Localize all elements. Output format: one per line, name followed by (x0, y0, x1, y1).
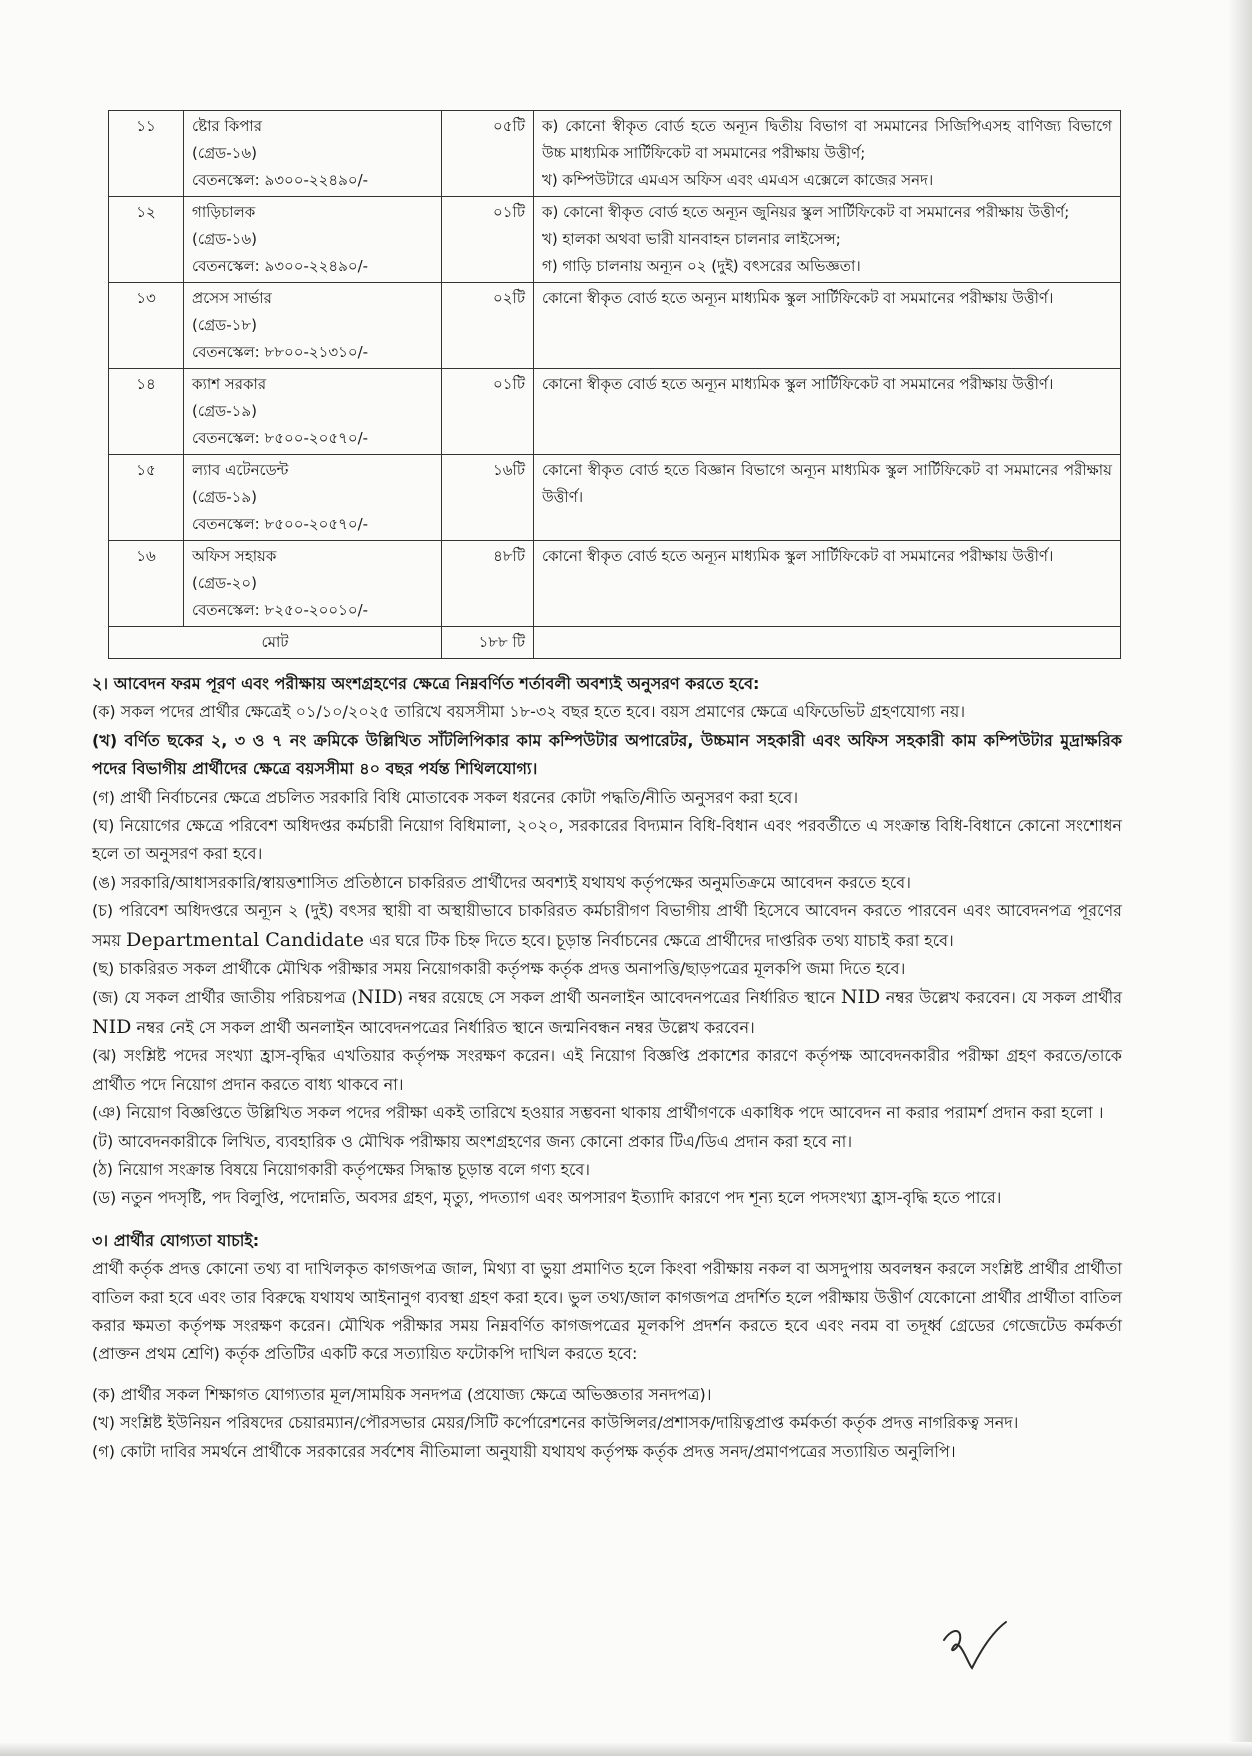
post-cell (184, 369, 442, 455)
clause-nio: (ঞ) নিয়োগ বিজ্ঞপ্তিতে উল্লিখিত সকল পদের পরীক্ষা একই তারিখে হওয়ার সম্ভবনা থাকায় প্রার্থীগণকে একাধিক পদে আবেদন না করার পরামর্শ প্রদান করা হলো । (92, 1103, 1104, 1123)
post-count: ৪৮টি (442, 541, 534, 627)
clause-cha-text: (চ) পরিবেশ অধিদপ্তরে অন্যূন ২ (দুই) বৎসর স্থায়ী বা অস্থায়ীভাবে চাকরিরত কর্মচারীগণ বিভাগীয় প্রার্থী হিসেবে আবেদন করতে পারবেন এবং আবেদনপত্র পূরণের সময় (92, 901, 1122, 950)
scan-shadow-bottom (0, 1742, 1252, 1756)
post-grade: (গ্রেড-১৯) (192, 402, 257, 420)
pay-scale: বেতনস্কেল: ৯৩০০-২২৪৯০/- (192, 171, 369, 189)
table-row (109, 197, 1121, 283)
row-number: ১১ (109, 111, 184, 197)
post-cell (184, 455, 442, 541)
nid-term: NID (92, 1015, 132, 1038)
clause-chha: (ছ) চাকরিরত সকল প্রার্থীকে মৌখিক পরীক্ষার সময় নিয়োগকারী কর্তৃপক্ষ কর্তৃক প্রদত্ত অনাপত্তি/ছাড়পত্রের মূলকপি জমা দিতে হবে। (92, 959, 906, 979)
post-name: ক্যাশ সরকার (192, 375, 267, 393)
pay-scale: বেতনস্কেল: ৮৫০০-২০৫৭০/- (192, 429, 369, 447)
section-3-heading: ৩। প্রার্থীর যোগ্যতা যাচাই: (92, 1230, 260, 1250)
clause-ja-text: (জ) যে সকল প্রার্থীর জাতীয় পরিচয়পত্র ( (92, 988, 358, 1008)
qualification-cell (534, 369, 1121, 455)
total-label: মোট (109, 627, 442, 659)
pay-scale: বেতনস্কেল: ৮৮০০-২১৩১০/- (192, 343, 369, 361)
section-3-body: প্রার্থী কর্তৃক প্রদত্ত কোনো তথ্য বা দাখিলকৃত কাগজপত্র জাল, মিথ্যা বা ভুয়া প্রমাণিত হলে কিংবা পরীক্ষায় নকল বা অসদুপায় অবলম্বন করলে সংশ্লিষ্ট প্রার্থীর প্রার্থীতা বাতিল করা হবে এবং তার বিরুদ্ধে যথাযথ আইনানুগ ব্যবস্থা গ্রহণ করা হবে। ভুল তথ্য/জাল কাগজপত্র প্রদর্শিত হলে পরীক্ষায় উত্তীর্ণ যেকোনো প্রার্থীর প্রার্থীতা বাতিল করার ক্ষমতা কর্তৃপক্ষ সংরক্ষণ করেন। মৌখিক পরীক্ষার সময় নিম্নবর্ণিত কাগজপত্রের মূলকপি প্রদর্শন করতে হবে এবং নবম বা তদূর্ধ্ব গ্রেডের গেজেটেড কর্মকর্তা (প্রাক্তন প্রথম শ্রেণি) কর্তৃক প্রতিটির একটি করে সত্যায়িত ফটোকপি দাখিল করতে হবে: (92, 1259, 1122, 1364)
post-count: ১৬টি (442, 455, 534, 541)
table-row (109, 283, 1121, 369)
clause-jha: (ঝ) সংশ্লিষ্ট পদের সংখ্যা হ্রাস-বৃদ্ধির এখতিয়ার কর্তৃপক্ষ সংরক্ষণ করেন। এই নিয়োগ বিজ্ঞপ্তি প্রকাশের কারণে কর্তৃপক্ষ আবেদনকারীর পরীক্ষা গ্রহণ করতে/তাকে প্রার্থীত পদে নিয়োগ প্রদান করতে বাধ্য থাকবে না। (92, 1046, 1122, 1094)
total-count: ১৮৮ টি (442, 627, 534, 659)
pay-scale: বেতনস্কেল: ৯৩০০-২২৪৯০/- (192, 257, 369, 275)
posts-table (108, 110, 1121, 659)
clause-cha-text-end: এর ঘরে টিক চিহ্ন দিতে হবে। চূড়ান্ত নির্বাচনের ক্ষেত্রে প্রার্থীদের দাপ্তরিক তথ্য যাচাই করা হবে। (369, 930, 954, 950)
qualification-line: ক) কোনো স্বীকৃত বোর্ড হতে অন্যূন জুনিয়র স্কুল সার্টিফিকেট বা সমমানের পরীক্ষায় উত্তীর্ণ; (542, 203, 1070, 221)
qualification-line: গ) গাড়ি চালনায় অন্যূন ০২ (দুই) বৎসরের অভিজ্ঞতা। (542, 257, 861, 275)
total-row (109, 627, 1121, 659)
pay-scale: বেতনস্কেল: ৮২৫০-২০০১০/- (192, 601, 369, 619)
qualification-cell (534, 541, 1121, 627)
qualification-line: কোনো স্বীকৃত বোর্ড হতে অন্যূন মাধ্যমিক স্কুল সার্টিফিকেট বা সমমানের পরীক্ষায় উত্তীর্ণ। (542, 375, 1054, 393)
pay-scale: বেতনস্কেল: ৮৫০০-২০৫৭০/- (192, 515, 369, 533)
qualification-cell (534, 197, 1121, 283)
section-2-heading: ২। আবেদন ফরম পূরণ এবং পরীক্ষায় অংশগ্রহণের ক্ষেত্রে নিম্নবর্ণিত শর্তাবলী অবশ্যই অনুসরণ করতে হবে: (92, 674, 760, 693)
clause-ja (92, 983, 1122, 1042)
clause-ja-text: নম্বর উল্লেখ করবেন। যে সকল প্রার্থীর (885, 988, 1123, 1008)
post-grade: (গ্রেড-১৯) (192, 488, 257, 506)
post-grade: (গ্রেড-১৮) (192, 316, 257, 334)
row-number: ১৬ (109, 541, 184, 627)
handwritten-signature-icon (936, 1610, 1016, 1680)
clause-da: (ড) নতুন পদসৃষ্টি, পদ বিলুপ্তি, পদোন্নতি, অবসর গ্রহণ, মৃত্যু, পদত্যাগ এবং অপসারণ ইত্যাদি কারণে পদ শূন্য হলে পদসংখ্যা হ্রাস-বৃদ্ধি হতে পারে। (92, 1188, 1002, 1208)
post-cell (184, 541, 442, 627)
post-count: ০৫টি (442, 111, 534, 197)
row-number: ১৫ (109, 455, 184, 541)
qualification-line: কোনো স্বীকৃত বোর্ড হতে অন্যূন মাধ্যমিক স্কুল সার্টিফিকেট বা সমমানের পরীক্ষায় উত্তীর্ণ। (542, 547, 1054, 565)
row-number: ১৩ (109, 283, 184, 369)
qualification-line: কোনো স্বীকৃত বোর্ড হতে অন্যূন মাধ্যমিক স্কুল সার্টিফিকেট বা সমমানের পরীক্ষায় উত্তীর্ণ। (542, 289, 1054, 307)
post-name: ষ্টোর কিপার (192, 117, 263, 135)
clause-kha: (খ) বর্ণিত ছকের ২, ৩ ও ৭ নং ক্রমিকে উল্লিখিত সাঁটলিপিকার কাম কম্পিউটার অপারেটর, উচ্চমান সহকারী এবং অফিস সহকারী কাম কম্পিউটার মুদ্রাক্ষরিক পদের বিভাগীয় প্রার্থীদের ক্ষেত্রে বয়সসীমা ৪০ বছর পর্যন্ত শিথিলযোগ্য। (92, 730, 1122, 779)
table-row (109, 111, 1121, 197)
post-name: ল্যাব এটেনডেন্ট (192, 461, 289, 479)
clause-ja-text: ) নম্বর রয়েছে সে সকল প্রার্থী অনলাইন আবেদনপত্রের নির্ধারিত স্থানে (396, 988, 836, 1008)
qualification-line: কোনো স্বীকৃত বোর্ড হতে বিজ্ঞান বিভাগে অন্যূন মাধ্যমিক স্কুল সার্টিফিকেট বা সমমানের পরীক্ষায় উত্তীর্ণ। (542, 461, 1112, 506)
nid-term: NID (840, 986, 881, 1009)
clause-cha (92, 897, 1122, 955)
post-name: প্রসেস সার্ভার (192, 289, 272, 307)
post-count: ০১টি (442, 197, 534, 283)
post-name: অফিস সহায়ক (192, 547, 277, 565)
table-row (109, 369, 1121, 455)
table-row (109, 541, 1121, 627)
qualification-line: খ) কম্পিউটারে এমএস অফিস এবং এমএস এক্সেলে কাজের সনদ। (542, 171, 934, 189)
post-name: গাড়িচালক (192, 203, 256, 221)
departmental-candidate-term: Departmental Candidate (125, 928, 364, 951)
clause-umo: (ঙ) সরকারি/আধাসরকারি/স্বায়ত্তশাসিত প্রতিষ্ঠানে চাকরিরত প্রার্থীদের অবশ্যই যথাযথ কর্তৃপক্ষের অনুমতিক্রমে আবেদন করতে হবে। (92, 872, 911, 892)
total-empty-cell (534, 627, 1121, 659)
qualification-line: খ) হালকা অথবা ভারী যানবাহন চালনার লাইসেন্স; (542, 230, 841, 248)
qualification-cell (534, 455, 1121, 541)
table-row (109, 455, 1121, 541)
post-cell (184, 283, 442, 369)
post-grade: (গ্রেড-২০) (192, 574, 257, 592)
post-count: ০১টি (442, 369, 534, 455)
clause-ta: (ট) আবেদনকারীকে লিখিত, ব্যবহারিক ও মৌখিক পরীক্ষায় অংশগ্রহণের জন্য কোনো প্রকার টিএ/ডিএ প্রদান করা হবে না। (92, 1131, 853, 1151)
post-grade: (গ্রেড-১৬) (192, 144, 257, 162)
document-item-ka: (ক) প্রার্থীর সকল শিক্ষাগত যোগ্যতার মূল/সাময়িক সনদপত্র (প্রযোজ্য ক্ষেত্রে অভিজ্ঞতার সনদপত্র)। (92, 1384, 712, 1404)
post-cell (184, 111, 442, 197)
clause-ga: (গ) প্রার্থী নির্বাচনের ক্ষেত্রে প্রচলিত সরকারি বিধি মোতাবেক সকল ধরনের কোটা পদ্ধতি/নীতি অনুসরণ করা হবে। (92, 787, 799, 807)
clause-gha: (ঘ) নিয়োগের ক্ষেত্রে পরিবেশ অধিদপ্তর কর্মচারী নিয়োগ বিধিমালা, ২০২০, সরকারের বিদ্যমান বিধি-বিধান এবং পরবর্তীতে এ সংক্রান্ত বিধি-বিধানে কোনো সংশোধন হলে তা অনুসরণ করা হবে। (92, 816, 1122, 864)
post-cell (184, 197, 442, 283)
post-count: ০২টি (442, 283, 534, 369)
document-item-kha: (খ) সংশ্লিষ্ট ইউনিয়ন পরিষদের চেয়ারম্যান/পৌরসভার মেয়র/সিটি কর্পোরেশনের কাউন্সিলর/প্রশাসক/দায়িত্বপ্রাপ্ত কর্মকর্তা কর্তৃক প্রদত্ত নাগরিকত্ব সনদ। (92, 1413, 1019, 1433)
qualification-cell (534, 283, 1121, 369)
clause-tha: (ঠ) নিয়োগ সংক্রান্ত বিষয়ে নিয়োগকারী কর্তৃপক্ষের সিদ্ধান্ত চূড়ান্ত বলে গণ্য হবে। (92, 1159, 591, 1179)
post-grade: (গ্রেড-১৬) (192, 230, 257, 248)
nid-term: NID (357, 986, 397, 1009)
qualification-line: ক) কোনো স্বীকৃত বোর্ড হতে অন্যূন দ্বিতীয় বিভাগ বা সমমানের সিজিপিএসহ বাণিজ্য বিভাগে উচ্চ মাধ্যমিক সার্টিফিকেট বা সমমানের পরীক্ষায় উত্তীর্ণ; (542, 117, 1112, 162)
clause-ja-text: নম্বর নেই সে সকল প্রার্থী অনলাইন আবেদনপত্রের নির্ধারিত স্থানে জন্মনিবন্ধন নম্বর উল্লেখ করবেন। (136, 1017, 755, 1037)
clause-ka: (ক) সকল পদের প্রার্থীর ক্ষেত্রেই ০১/১০/২০২৫ তারিখে বয়সসীমা ১৮-৩২ বছর হতে হবে। বয়স প্রমাণের ক্ষেত্রে এফিডেভিট গ্রহণযোগ্য নয়। (92, 702, 966, 722)
document-item-ga: (গ) কোটা দাবির সমর্থনে প্রার্থীকে সরকারের সর্বশেষ নীতিমালা অনুযায়ী যথাযথ কর্তৃপক্ষ কর্তৃক প্রদত্ত সনদ/প্রমাণপত্রের সত্যায়িত অনুলিপি। (92, 1441, 956, 1461)
scan-shadow-right (1228, 0, 1252, 1756)
row-number: ১৪ (109, 369, 184, 455)
qualification-cell (534, 111, 1121, 197)
notice-body (92, 670, 1122, 1466)
row-number: ১২ (109, 197, 184, 283)
